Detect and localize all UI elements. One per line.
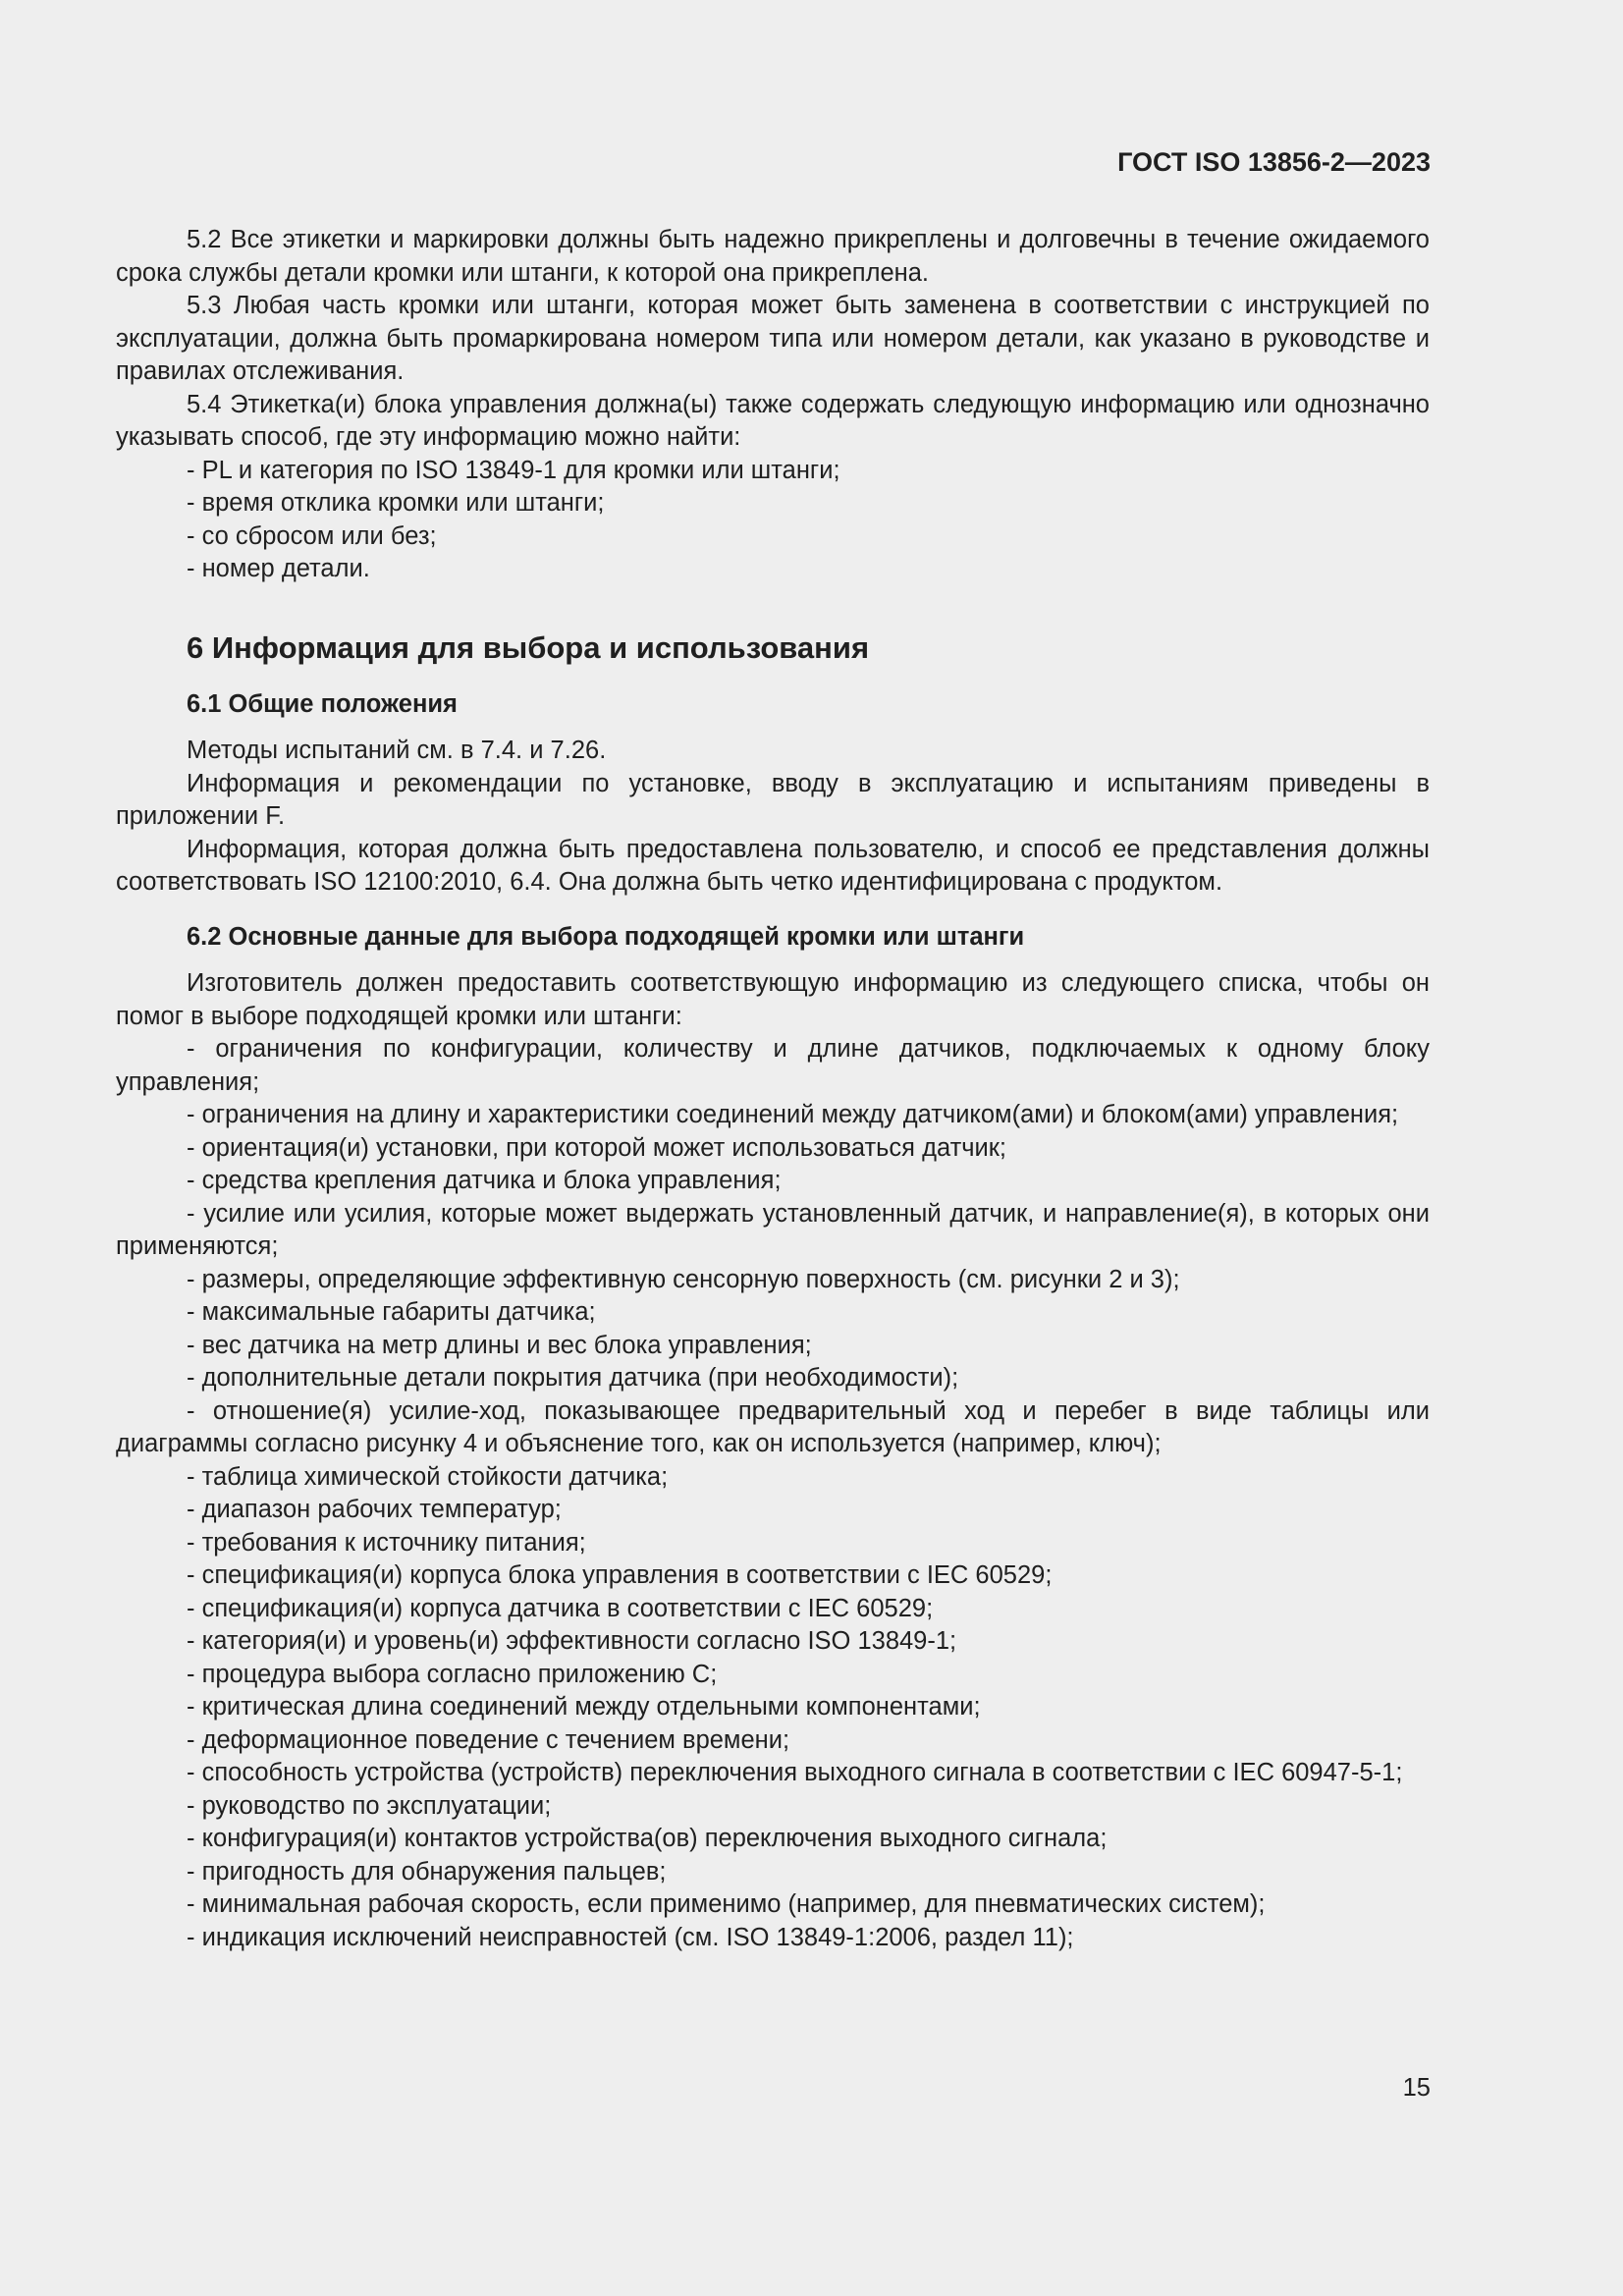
list-item: - ограничения по конфигурации, количеству и длине датчиков, подключаемых к одному блоку управления; [116, 1035, 1430, 1096]
document-id-header: ГОСТ ISO 13856-2—2023 [1117, 147, 1431, 177]
label-info-list [116, 455, 1430, 586]
clause-5-4: 5.4 Этикетка(и) блока управления должна(ы) также содержать следующую информацию или однозначно указывать способ, где эту информацию можно найти: [116, 390, 1430, 451]
list-item: - критическая длина соединений между отдельными компонентами; [187, 1693, 981, 1721]
list-item: - минимальная рабочая скорость, если применимо (например, для пневматических систем); [187, 1890, 1266, 1918]
list-item: - деформационное поведение с течением времени; [187, 1725, 790, 1754]
list-item: - дополнительные детали покрытия датчика (при необходимости); [187, 1364, 959, 1392]
list-item: - ограничения на длину и характеристики соединений между датчиком(ами) и блоком(ами) управления; [187, 1101, 1399, 1128]
list-item: - со сбросом или без; [187, 521, 437, 550]
subsection-6-2-heading: 6.2 Основные данные для выбора подходящей кромки или штанги [187, 922, 1025, 951]
list-item: - категория(и) и уровень(и) эффективности согласно ISO 13849-1; [187, 1627, 957, 1655]
section-6-heading: 6 Информация для выбора и использования [187, 629, 870, 665]
list-item: - средства крепления датчика и блока управления; [187, 1167, 782, 1194]
list-item: - PL и категория по ISO 13849-1 для кромки или штанги; [187, 456, 840, 484]
paragraph: Изготовитель должен предоставить соответствующую информацию из следующего списка, чтобы он помог в выборе подходящей кромки или штанги: [116, 969, 1430, 1030]
list-item: - максимальные габариты датчика; [187, 1298, 596, 1326]
list-item: - время отклика кромки или штанги; [187, 489, 605, 517]
list-item: - индикация исключений неисправностей (см. ISO 13849-1:2006, раздел 11); [187, 1923, 1074, 1951]
list-item: - процедура выбора согласно приложению С; [187, 1660, 718, 1688]
subsection-6-1-heading: 6.1 Общие положения [187, 689, 458, 718]
list-item: - спецификация(и) корпуса блока управления в соответствии с IEC 60529; [187, 1561, 1053, 1589]
page-content [116, 224, 1430, 1954]
list-item: - пригодность для обнаружения пальцев; [187, 1857, 667, 1886]
paragraph: Методы испытаний см. в 7.4. и 7.26. [187, 737, 607, 764]
list-item: - номер детали. [187, 555, 370, 582]
list-item: - вес датчика на метр длины и вес блока управления; [187, 1331, 812, 1359]
list-item: - руководство по эксплуатации; [187, 1791, 552, 1820]
list-item: - спецификация(и) корпуса датчика в соответствии с IEC 60529; [187, 1594, 934, 1622]
list-item: - диапазон рабочих температур; [187, 1496, 562, 1523]
list-item: - ориентация(и) установки, при которой может использоваться датчик; [187, 1133, 1007, 1162]
list-item: - таблица химической стойкости датчика; [187, 1462, 669, 1491]
list-item: - размеры, определяющие эффективную сенсорную поверхность (см. рисунки 2 и 3); [187, 1265, 1180, 1293]
paragraph: Информация и рекомендации по установке, вводу в эксплуатацию и испытаниям приведены в приложении F. [116, 769, 1430, 830]
paragraph: Информация, которая должна быть предоставлена пользователю, и способ ее представления должны соответствовать ISO 12100:2010, 6.4. Она должна быть четко идентифицирована с продуктом. [116, 835, 1430, 896]
list-item: - отношение(я) усилие-ход, показывающее предварительный ход и перебег в виде таблицы или диаграммы согласно рисунку 4 и объяснение того, как он используется (например, ключ); [116, 1396, 1430, 1457]
page-number: 15 [1402, 2074, 1431, 2102]
list-item: - усилие или усилия, которые может выдержать установленный датчик, и направление(я), в которых они применяются; [116, 1199, 1430, 1260]
list-item: - способность устройства (устройств) переключения выходного сигнала в соответствии с IEC 60947-5-1; [187, 1759, 1403, 1786]
clause-5-3: 5.3 Любая часть кромки или штанги, которая может быть заменена в соответствии с инструкцией по эксплуатации, должна быть промаркирована номером типа или номером детали, как указано в руководстве и правилах отслеживания. [116, 292, 1430, 385]
clause-5-2: 5.2 Все этикетки и маркировки должны быть надежно прикреплены и долговечны в течение ожидаемого срока службы детали кромки или штанги, к которой она прикреплена. [116, 226, 1430, 287]
list-item: - конфигурация(и) контактов устройства(ов) переключения выходного сигнала; [187, 1825, 1108, 1852]
selection-data-list [116, 1033, 1430, 1954]
list-item: - требования к источнику питания; [187, 1528, 586, 1557]
